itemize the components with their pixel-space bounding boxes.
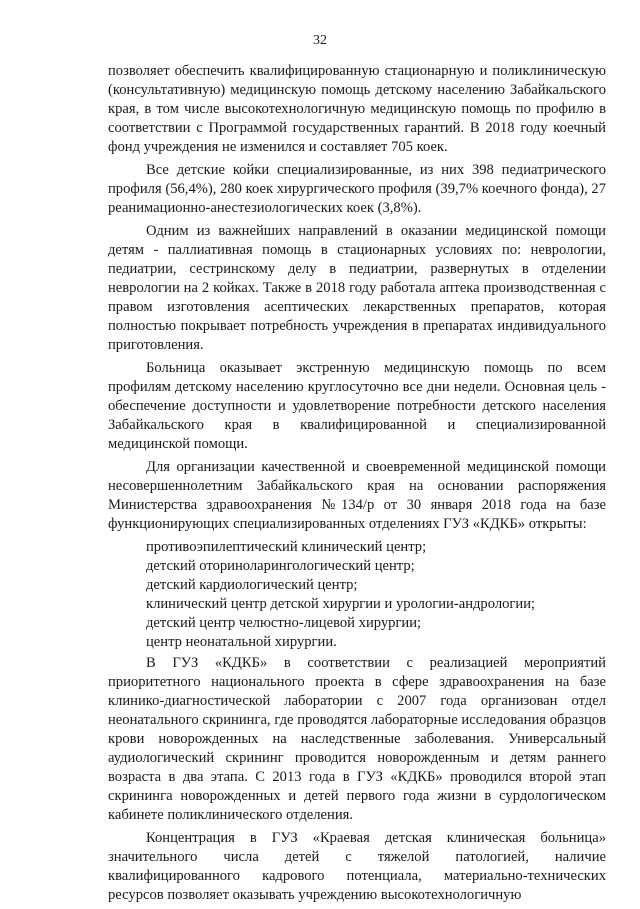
list-item: детский кардиологический центр; xyxy=(146,577,358,593)
list-item: клинический центр детской хирургии и урологии-андрологии; xyxy=(146,596,536,612)
centers-list xyxy=(108,538,606,652)
paragraph-emergency-care: Больница оказывает экстренную медицинскую помощь по всем профилям детскому населению круглосуточно все дни недели. Основная цель - обеспечение доступности и удовлетворение потребности детского населения Забайкальского края в квалифицированной и специализированной медицинской помощи. xyxy=(108,360,606,452)
paragraph-concentration: Концентрация в ГУЗ «Краевая детская клиническая больница» значительного числа детей с тяжелой патологией, наличие квалифицированного кадрового потенциала, материально-технических ресурсов позволяет оказывать учреждению высокотехнологичную xyxy=(108,830,606,903)
paragraph-continuation: позволяет обеспечить квалифицированную стационарную и поликлиническую (консультативную) медицинскую помощь детскому населению Забайкальского края, в том числе высокотехнологичную медицинскую помощь по профилю в соответствии с Программой государственных гарантий. В 2018 году коечный фонд учреждения не изменился и составляет 705 коек. xyxy=(108,63,606,155)
page-number: 32 xyxy=(313,33,327,48)
paragraph-bed-profiles: Все детские койки специализированные, из них 398 педиатрического профиля (56,4%), 280 коек хирургического профиля (39,7% коечного фонда), 27 реанимационно-анестезиологических коек (3,8%). xyxy=(108,162,606,216)
list-item: детский оториноларингологический центр; xyxy=(146,558,415,574)
document-body xyxy=(108,62,606,909)
list-item: центр неонатальной хирургии. xyxy=(146,634,337,650)
paragraph-organization: Для организации качественной и своевременной медицинской помощи несовершеннолетним Забайкальского края на основании распоряжения Министерства здравоохранения №134/р от 30 января 2018 года на базе функционирующих специализированных отделениях ГУЗ «КДКБ» открыты: xyxy=(108,459,606,532)
paragraph-neonatal-screening: В ГУЗ «КДКБ» в соответствии с реализацией мероприятий приоритетного национального проекта в сфере здравоохранения на базе клинико-диагностической лаборатории с 2007 года организован отдел неонатального скрининга, где проводятся лабораторные исследования образцов крови новорожденных на наследственные заболевания. Универсальный аудиологический скрининг проводится новорожденным и детям раннего возраста в два этапа. С 2013 года в ГУЗ «КДКБ» проводился второй этап скрининга новорожденных и детей первого года жизни в сурдологическом кабинете поликлинического отделения. xyxy=(108,655,606,823)
list-item: противоэпилептический клинический центр; xyxy=(146,539,427,555)
paragraph-palliative-care: Одним из важнейших направлений в оказании медицинской помощи детям - паллиативная помощь в стационарных условиях по: неврологии, педиатрии, сестринскому делу в педиатрии, развернутых в отделении неврологии на 2 койках. Также в 2018 году работала аптека производственная с правом изготовления асептических лекарственных препаратов, которая полностью покрывает потребность учреждения в препаратах индивидуального приготовления. xyxy=(108,223,606,353)
list-item: детский центр челюстно-лицевой хирургии; xyxy=(146,615,422,631)
